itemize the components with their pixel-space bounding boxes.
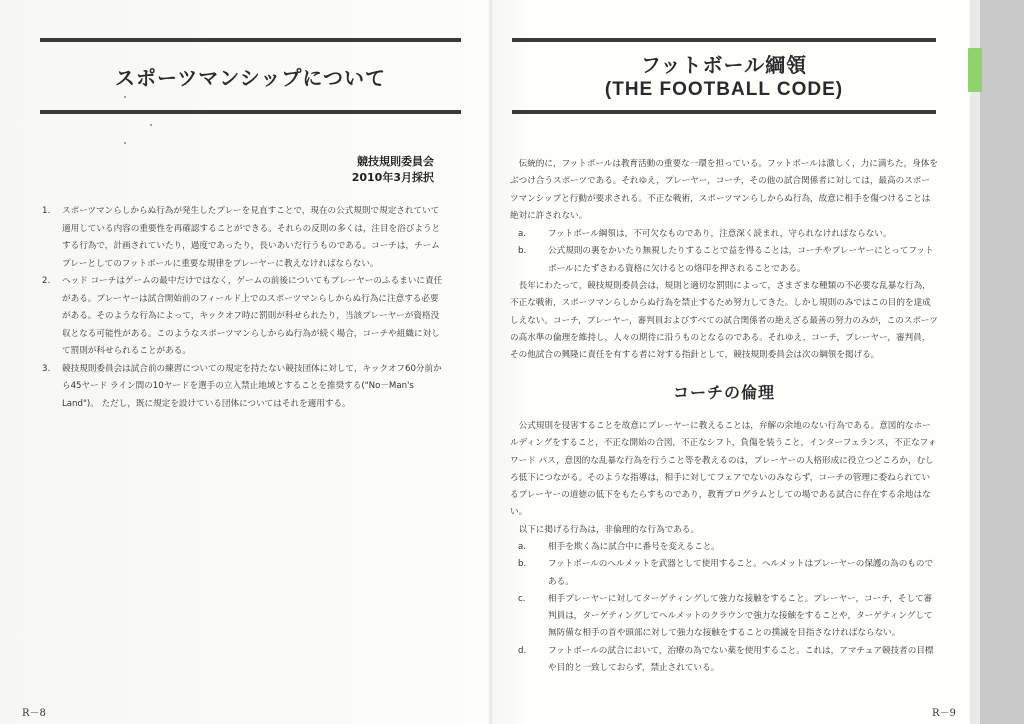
scan-speck [124, 96, 126, 98]
item-text: 競技規則委員会は試合前の練習についての規定を持たない競技団体に対して，キックオフ60分前から45ヤード ライン間の10ヤードを選手の立入禁止地域とすることを推奨する("No－Man's Land")。 ただし，既に規定を設けている団体についてはそれを適用する。 [62, 363, 442, 409]
title-underline-rule [512, 110, 936, 114]
item-letter: a. [518, 542, 526, 552]
title-underline-rule [40, 110, 461, 114]
page-title: フットボール綱領 [640, 53, 808, 77]
list-item [510, 243, 938, 278]
page-subtitle: (THE FOOTBALL CODE) [604, 79, 844, 100]
section-heading: コーチの倫理 [672, 383, 775, 402]
intro-list [510, 226, 938, 278]
list-item [42, 203, 446, 273]
byline [250, 154, 434, 186]
top-rule [512, 38, 936, 42]
list-item [510, 226, 938, 243]
item-letter: b. [518, 246, 527, 257]
history-paragraph: 長年にわたって，競技規則委員会は，規則と適切な罰則によって，さまざまな種類の不必要な乱暴な行為，不正な戦術，スポーツマンらしからぬ行為を禁止するため努力してきた。しかし規則のみではこの目的を達成しえない。コーチ，プレーヤー，審判員およびすべての試合関係者の絶えざる最善の努力のみが，このスポーツの高水準の倫理を維持し，人々の期待に沿うものとなるのである。それゆえ，コーチ，プレーヤー，審判員，その他試合の興隆に責任を有する者に対する指針として，競技規則委員会は次の綱領を掲げる。 [510, 281, 938, 361]
item-text: ヘッド コーチはゲームの最中だけではなく，ゲームの前後についてもプレーヤーのふるまいに責任がある。プレーヤーは試合開始前のフィールド上でのスポーツマンらしからぬ行為に注意する必要がある。そのような行為によって，キックオフ時に罰則が科せられたり，当該プレーヤーが資格没収となる可能性がある。このようなスポーツマンらしからぬ行為が続く場合，コーチや組織に対して罰則が科せられることがある。 [62, 276, 443, 356]
page-title: スポーツマンシップについて [115, 66, 386, 90]
item-text: 公式規則の裏をかいたり無視したりすることで益を得ることは，コーチやプレーヤーにとってフットボールにたずさわる資格に欠けるとの烙印を押されることである。 [548, 246, 934, 274]
item-number: 1. [42, 206, 51, 216]
committee-name: 競技規則委員会 [357, 155, 434, 168]
item-letter: d. [518, 645, 527, 656]
item-number: 3. [42, 363, 51, 374]
left-page [0, 0, 492, 724]
list-item [42, 273, 446, 361]
list-item [42, 361, 446, 414]
scan-speck [150, 124, 152, 126]
item-letter: a. [518, 229, 526, 239]
item-text: フットボールの試合において，治療の為でない薬を使用すること。これは，アマチュア競技者の目標や目的と一致しておらず，禁止されている。 [548, 645, 934, 674]
item-text: フットボールのヘルメットを武器として使用すること。ヘルメットはプレーヤーの保護の為のものである。 [548, 559, 934, 587]
item-text: 相手を欺く為に試合中に番号を変えること。 [548, 542, 720, 552]
item-text: スポーツマンらしからぬ行為が発生したプレーを見直すことで，現在の公式規則で規定されていて適用している内容の重要性を再確認することができる。それらの反則の多くは，注目を浴びようとする行為で，計画されていたり，過度であったり，長いあいだ行うものである。コーチは，チーム プレーとしてのフットボールに重要な規律をプレーヤーに教えなければならない。 [62, 206, 441, 269]
sportsmanship-list [42, 203, 446, 413]
item-letter: c. [518, 593, 526, 604]
sticky-note-tab [968, 48, 982, 92]
item-text: 相手プレーヤーに対してターゲティングして強力な接触をすること。プレーヤー，コーチ，そして審判員は，ターゲティングしてヘルメットのクラウンで強力な接触をすることや，ターゲティングして無防備な相手の首や頭部に対して強力な接触をすることの撲滅を目指さなければならない。 [548, 593, 933, 639]
list-item [510, 539, 938, 556]
unethical-list [510, 539, 938, 677]
page-number: R－8 [22, 708, 46, 719]
list-item [510, 643, 938, 678]
page-edge [970, 0, 980, 724]
list-item [510, 556, 938, 591]
item-text: フットボール綱領は，不可欠なものであり，注意深く読まれ，守られなければならない。 [548, 229, 892, 239]
unethical-lead: 以下に掲げる行為は，非倫理的な行為である。 [518, 525, 700, 535]
top-rule [40, 38, 461, 42]
intro-paragraph: 伝統的に，フットボールは教育活動の重要な一環を担っている。フットボールは激しく，力に満ちた，身体をぶつけ合うスポーツである。それゆえ，プレーヤー，コーチ，その他の試合関係者に対しては，最高のスポーツマンシップと行動が要求される。不正な戦術，スポーツマンらしからぬ行為，故意に相手を傷つけることは絶対に許されない。 [510, 159, 938, 221]
scan-edge [970, 0, 1024, 724]
item-letter: b. [518, 559, 527, 570]
adoption-date: 2010年3月採択 [351, 171, 434, 184]
scan-speck [124, 142, 126, 144]
list-item [510, 591, 938, 643]
item-number: 2. [42, 276, 51, 286]
ethics-paragraph: 公式規則を侵害することを故意にプレーヤーに教えることは，弁解の余地のない行為である。意図的なホールディングをすること，不正な開始の合図，不正なシフト，負傷を装うこと，インターフェランス，不正なフォワード パス，意図的な乱暴な行為を行うこと等を教えるのは，プレーヤーの人格形成に役立つどころか，むしろ低下につながる。そのような指導は，相手に対してフェアでないのみならず，コーチの管理に委ねられているプレーヤーの道徳の低下をもたらすものであり，教育プログラムとしての場である試合に存在する余地はない。 [510, 421, 937, 518]
page-number: R－9 [932, 708, 956, 719]
right-page [492, 0, 970, 724]
